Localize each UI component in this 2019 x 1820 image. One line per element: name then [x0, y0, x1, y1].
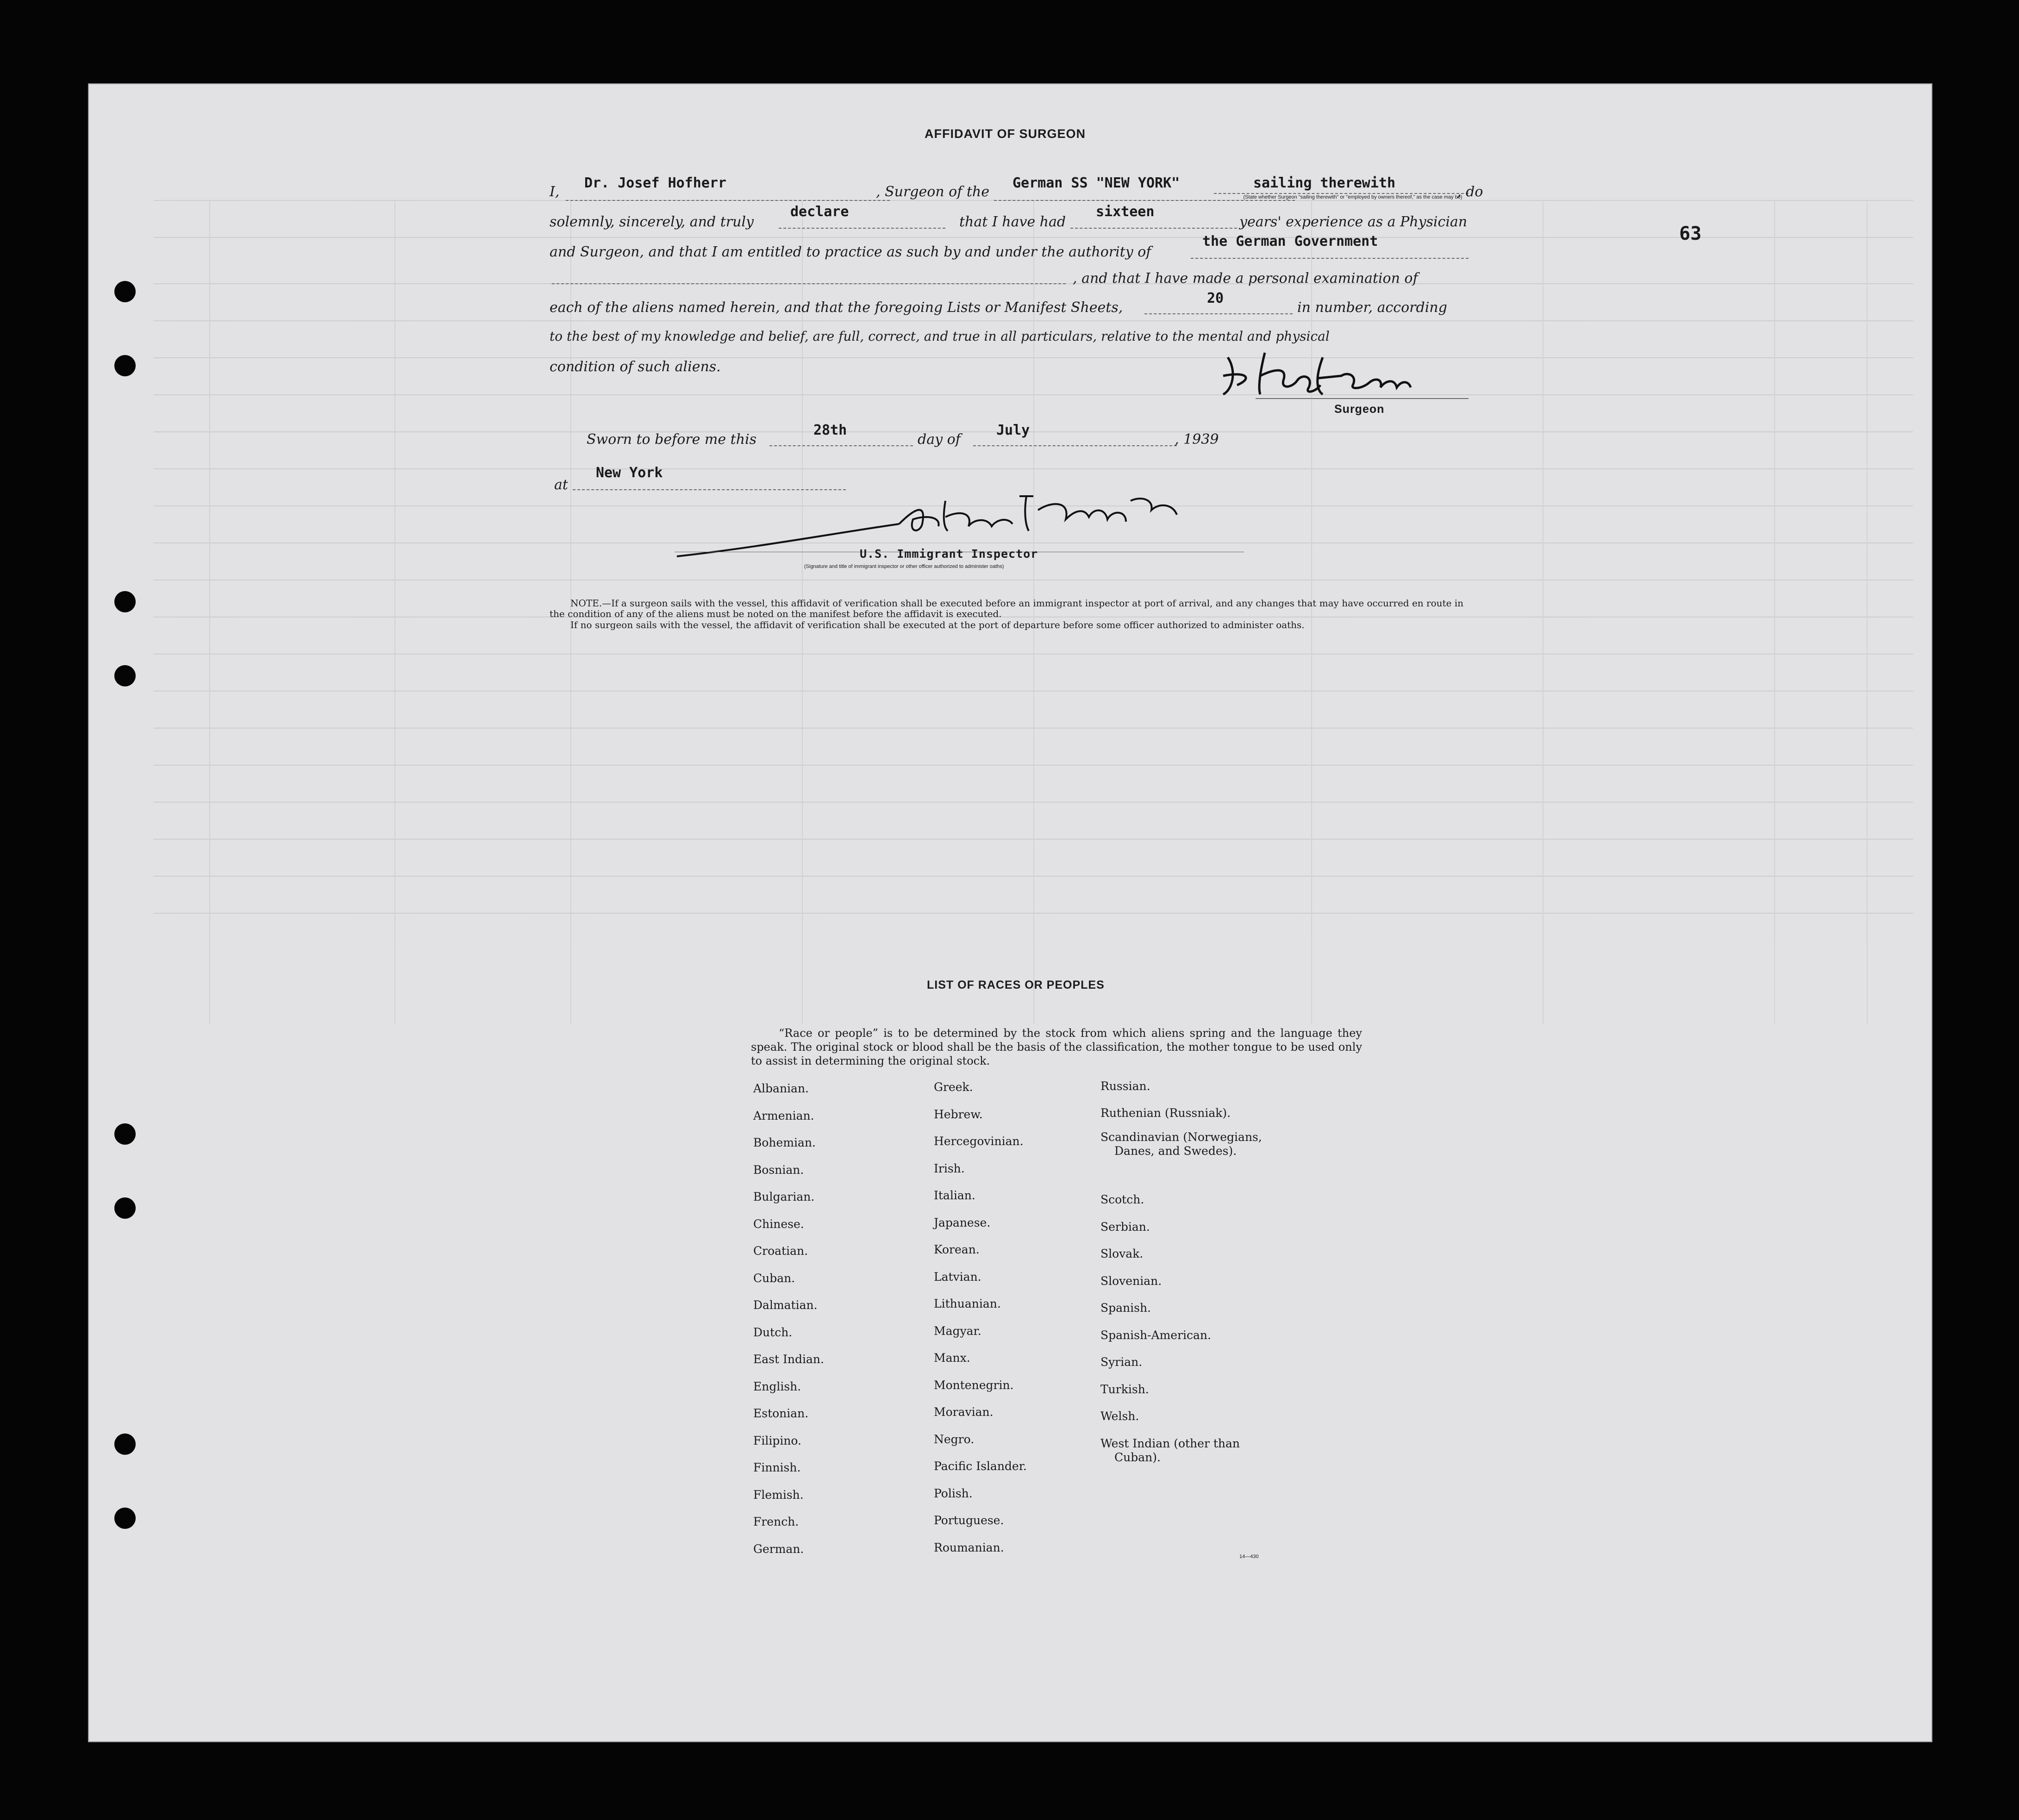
- inspector-hint: (Signature and title of immigrant inspector or other officer authorized to administer oaths): [804, 564, 1004, 569]
- status-hint: (State whether Surgeon "sailing therewith" or "employed by owners thereof," as the case may be): [1243, 194, 1463, 200]
- declare-value: declare: [790, 204, 849, 220]
- day-of-label: day of: [918, 431, 961, 448]
- race-item: Albanian.: [753, 1082, 809, 1095]
- surgeon-name: Dr. Josef Hofherr: [584, 175, 727, 191]
- race-item: Irish.: [934, 1161, 965, 1175]
- race-item: Moravian.: [934, 1405, 994, 1419]
- race-item: Syrian.: [1100, 1355, 1143, 1369]
- races-column-3b: [1100, 1193, 1240, 1465]
- race-item: Hebrew.: [934, 1107, 983, 1121]
- race-item: Negro.: [934, 1432, 975, 1446]
- authority-value: the German Government: [1202, 233, 1378, 249]
- sworn-label: Sworn to before me this: [587, 431, 757, 448]
- manifest-sheet: [88, 83, 1932, 1742]
- race-item: Slovak.: [1100, 1247, 1144, 1260]
- years-value: sixteen: [1096, 204, 1155, 220]
- races-column-3: [1100, 1079, 1262, 1158]
- race-item: Armenian.: [753, 1109, 814, 1122]
- condition-label: condition of such aliens.: [550, 359, 721, 375]
- race-item: Serbian.: [1100, 1220, 1150, 1234]
- race-item: Filipino.: [753, 1434, 801, 1447]
- race-item: English.: [753, 1379, 801, 1393]
- race-item: Scotch.: [1100, 1193, 1144, 1206]
- race-item: Chinese.: [753, 1217, 804, 1231]
- surgeon-signature: [1209, 343, 1496, 404]
- race-item: Dalmatian.: [753, 1298, 818, 1312]
- and-surgeon-label: and Surgeon, and that I am entitled to practice as such by and under the authority of: [550, 244, 1151, 260]
- race-item: Portuguese.: [934, 1514, 1004, 1527]
- race-item: Bohemian.: [753, 1136, 816, 1149]
- race-item: Turkish.: [1100, 1382, 1149, 1396]
- binder-hole: [114, 1508, 136, 1529]
- surgeon-caption: Surgeon: [1334, 403, 1385, 416]
- race-item: Manx.: [934, 1351, 970, 1365]
- race-item: Lithuanian.: [934, 1297, 1001, 1310]
- races-title: LIST OF RACES OR PEOPLES: [927, 979, 1105, 991]
- races-column-1: [753, 1082, 824, 1569]
- race-item: Russian.: [1100, 1079, 1150, 1093]
- race-item: Ruthenian (Russniak).: [1100, 1106, 1231, 1120]
- binder-hole: [114, 1197, 136, 1219]
- vessel-name: German SS "NEW YORK": [1013, 175, 1180, 191]
- solemnly-label: solemnly, sincerely, and truly: [550, 214, 754, 230]
- race-item: French.: [753, 1515, 799, 1528]
- binder-hole: [114, 1123, 136, 1145]
- page-number: 63: [1679, 223, 1702, 244]
- race-item: Korean.: [934, 1243, 980, 1256]
- race-item: Spanish-American.: [1100, 1328, 1211, 1342]
- years-label: years' experience as a Physician: [1239, 214, 1468, 230]
- race-item: Cuban).: [1114, 1450, 1161, 1464]
- each-aliens-label: each of the aliens named herein, and that the foregoing Lists or Manifest Sheets,: [550, 299, 1123, 316]
- race-item: Welsh.: [1100, 1409, 1139, 1423]
- race-item: Scandinavian (Norwegians,: [1100, 1130, 1262, 1144]
- race-item: Dutch.: [753, 1325, 793, 1339]
- binder-hole: [114, 665, 136, 686]
- binder-hole: [114, 1434, 136, 1455]
- sworn-year: , 1939: [1175, 431, 1219, 448]
- race-item: Slovenian.: [1100, 1274, 1162, 1288]
- race-item: Magyar.: [934, 1324, 981, 1338]
- race-item: Roumanian.: [934, 1540, 1004, 1554]
- race-item: Bulgarian.: [753, 1190, 815, 1203]
- race-item: Polish.: [934, 1486, 973, 1500]
- form-number: 14—430: [1239, 1554, 1259, 1559]
- race-item: Flemish.: [753, 1488, 804, 1502]
- sworn-month: July: [996, 422, 1030, 438]
- sailing-status: sailing therewith: [1253, 175, 1396, 191]
- race-item: Japanese.: [934, 1215, 991, 1229]
- race-item: Italian.: [934, 1189, 975, 1202]
- note-no-surgeon: If no surgeon sails with the vessel, the affidavit of verification shall be executed at the port of departure before some officer authorized to administer oaths.: [570, 619, 1305, 630]
- race-item: Hercegovinian.: [934, 1134, 1024, 1148]
- binder-hole: [114, 355, 136, 376]
- race-item: Spanish.: [1100, 1301, 1151, 1315]
- race-item: East Indian.: [753, 1353, 824, 1366]
- i-label: I,: [550, 184, 560, 200]
- inspector-title: U.S. Immigrant Inspector: [860, 547, 1038, 561]
- race-item: Estonian.: [753, 1407, 809, 1420]
- race-item: Pacific Islander.: [934, 1459, 1027, 1473]
- sheets-count: 20: [1207, 290, 1224, 306]
- race-item: West Indian (other than: [1100, 1436, 1240, 1450]
- ledger-ghost-grid: [154, 144, 1913, 1024]
- binder-hole: [114, 591, 136, 612]
- sworn-place: New York: [596, 465, 663, 481]
- races-intro: “Race or people” is to be determined by the stock from which aliens spring and the language they speak. The original stock or blood shall be the basis of the classification, the mother tongue to be used only to assist in determining the original stock.: [751, 1027, 1362, 1067]
- races-column-2: [934, 1080, 1027, 1568]
- race-item: Greek.: [934, 1080, 973, 1094]
- race-item: Finnish.: [753, 1461, 801, 1474]
- note-surgeon-sails: NOTE.—If a surgeon sails with the vessel, this affidavit of verification shall be executed before an immigrant inspector at port of arrival, and any changes that may have occurred en route in the condition of any of the aliens must be noted on the manifest before the affidavit is executed.: [550, 598, 1464, 619]
- race-item: Danes, and Swedes).: [1114, 1144, 1237, 1158]
- race-item: Montenegrin.: [934, 1378, 1014, 1392]
- do-label: , do: [1457, 184, 1483, 200]
- at-label: at: [554, 477, 568, 493]
- race-item: Croatian.: [753, 1244, 808, 1258]
- sworn-day: 28th: [813, 422, 847, 438]
- examination-label: , and that I have made a personal examination of: [1073, 270, 1418, 287]
- race-item: Bosnian.: [753, 1163, 804, 1177]
- that-i-have-had-label: that I have had: [959, 214, 1066, 230]
- race-item: Cuban.: [753, 1271, 795, 1285]
- affidavit-title: AFFIDAVIT OF SURGEON: [925, 127, 1086, 141]
- race-item: German.: [753, 1542, 804, 1556]
- best-knowledge-label: to the best of my knowledge and belief, are full, correct, and true in all particulars, relative to the mental and physical: [550, 329, 1330, 344]
- surgeon-of-label: , Surgeon of the: [876, 184, 989, 200]
- in-number-label: in number, according: [1297, 299, 1447, 316]
- race-item: Latvian.: [934, 1270, 981, 1284]
- binder-hole: [114, 281, 136, 302]
